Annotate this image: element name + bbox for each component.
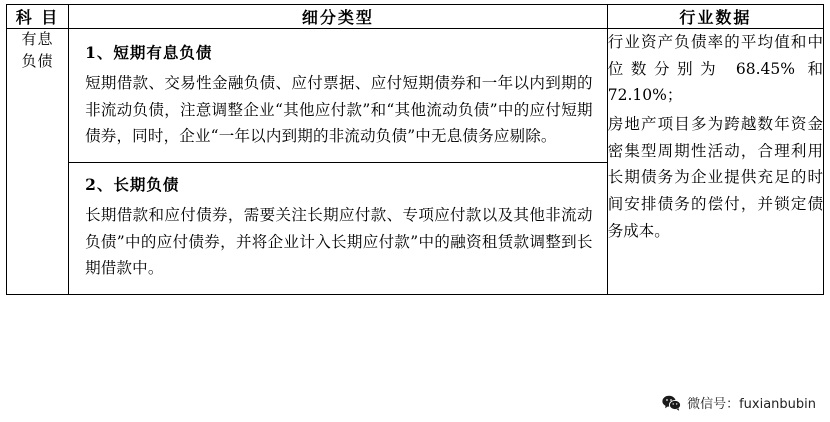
industry-data-paragraph-1: 行业资产负债率的平均值和中位数分别为 68.45% 和 72.10%； <box>607 33 823 105</box>
table-row <box>7 29 824 295</box>
wechat-icon <box>662 395 681 411</box>
header-industry-data: 行业数据 <box>607 5 823 29</box>
footer-brand <box>662 393 816 412</box>
detail-title-short-term: 1、短期有息负债 <box>85 43 213 62</box>
detail-body-long-term: 长期借款和应付债券，需要关注长期应付款、专项应付款以及其他非流动负债”中的应付债券，并将企业计入长期应付款”中的融资租赁款调整到长期借款中。 <box>85 205 593 278</box>
subject-label: 有息负债 <box>21 30 54 70</box>
subject-cell <box>7 29 69 295</box>
detail-cell <box>69 29 608 295</box>
footer-brand-text: 微信号：fuxianbubin <box>687 397 816 412</box>
detail-block-long-term <box>69 162 607 294</box>
header-detail: 细分类型 <box>69 5 608 29</box>
table-header-row <box>7 5 824 29</box>
detail-body-short-term: 短期借款、交易性金融负债、应付票据、应付短期债券和一年以内到期的非流动负债，注意调整企业“其他应付款”和“其他流动负债”中的应付短期债券，同时，企业“一年以内到期的非流动负债”中无息债务应剔除。 <box>85 74 593 146</box>
detail-block-short-term <box>69 29 607 162</box>
financial-table <box>6 4 824 295</box>
detail-title-long-term: 2、长期负债 <box>85 174 180 194</box>
industry-data-paragraph-2: 房地产项目多为跨越数年资金密集型周期性活动，合理利用长期债务为企业提供充足的时间安排债务的偿付，并锁定债务成本。 <box>607 114 823 240</box>
industry-data-cell <box>607 29 823 295</box>
header-subject: 科 目 <box>7 5 69 29</box>
